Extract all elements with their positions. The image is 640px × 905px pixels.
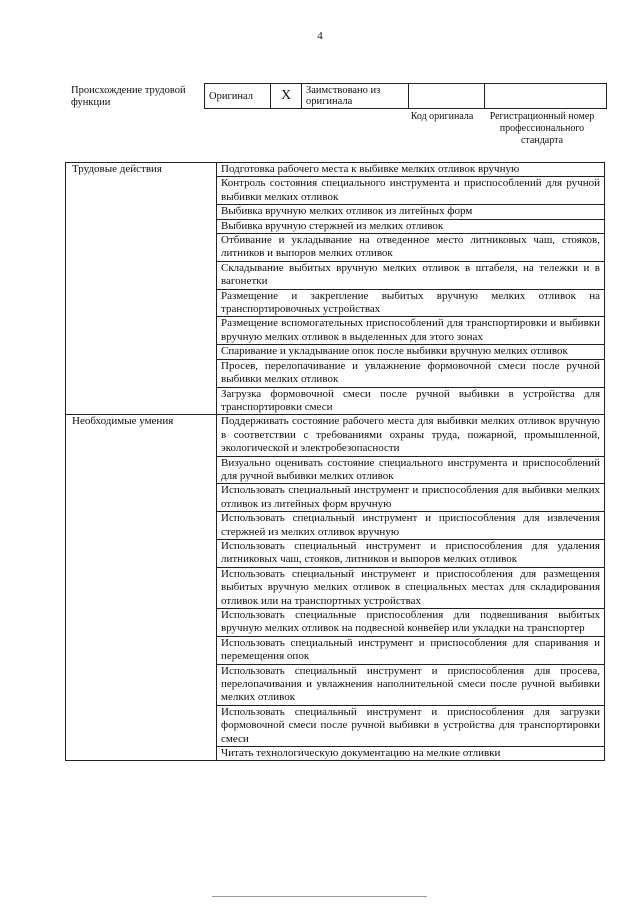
- section-item: Использовать специальный инструмент и приспособления для спаривания и перемещения опок: [217, 636, 605, 664]
- section-item: Размещение вспомогательных приспособлений для транспортировки и выбивки вручную мелких отливок в выделенных для этого зонах: [217, 317, 605, 345]
- section-item: Выбивка вручную мелких отливок из литейных форм: [217, 205, 605, 219]
- functions-table: [65, 162, 605, 761]
- section-item: Использовать специальный инструмент и приспособления для размещения выбитых вручную мелких отливок в специальных местах для складирования отливок или на транспортных устройствах: [217, 567, 605, 608]
- section-item: Складывание выбитых вручную мелких отливок в штабеля, на тележки и в вагонетки: [217, 261, 605, 289]
- section-item: Визуально оценивать состояние специального инструмента и приспособлений для ручной выбивки мелких отливок: [217, 456, 605, 484]
- section-item: Контроль состояния специального инструмента и приспособлений для ручной выбивки мелких отливок: [217, 177, 605, 205]
- borrowed-label: Заимствовано из оригинала: [302, 84, 409, 109]
- table-row: [66, 163, 605, 177]
- section-item: Загрузка формовочной смеси после ручной выбивки в устройства для транспортировки смеси: [217, 387, 605, 415]
- original-label: Оригинал: [205, 84, 271, 109]
- section-item: Просев, перелопачивание и увлажнение формовочной смеси после ручной выбивки мелких отливок: [217, 359, 605, 387]
- section-item: Спаривание и укладывание опок после выбивки вручную мелких отливок: [217, 345, 605, 359]
- original-mark: X: [271, 84, 302, 109]
- section-item: Читать технологическую документацию на мелкие отливки: [217, 747, 605, 761]
- table-row: [66, 415, 605, 456]
- section-title: Необходимые умения: [66, 415, 217, 761]
- section-item: Использовать специальный инструмент и приспособления для загрузки формовочной смеси после ручной выбивки в устройства для транспортировки смеси: [217, 705, 605, 746]
- section-title: Трудовые действия: [66, 163, 217, 415]
- section-item: Выбивка вручную стержней из мелких отливок: [217, 219, 605, 233]
- section-item: Использовать специальный инструмент и приспособления для удаления литниковых чаш, стояков, литников и выпоров мелких отливок: [217, 539, 605, 567]
- original-code-cell: [409, 84, 485, 109]
- section-item: Подготовка рабочего места к выбивке мелких отливок вручную: [217, 163, 605, 177]
- section-item: Использовать специальные приспособления для подвешивания выбитых вручную мелких отливок на подвесной конвейер или укладки на транспортер: [217, 609, 605, 637]
- origin-label: Происхождение трудовой функции: [71, 85, 186, 108]
- section-item: Поддерживать состояние рабочего места для выбивки мелких отливок вручную в соответствии с требованиями охраны труда, пожарной, промышленной, экологической и электробезопасности: [217, 415, 605, 456]
- section-item: Размещение и закрепление выбитых вручную мелких отливок на транспортировочных устройствах: [217, 289, 605, 317]
- footer-line: [212, 896, 427, 897]
- section-item: Отбивание и укладывание на отведенное место литниковых чаш, стояков, литников и выпоров мелких отливок: [217, 234, 605, 262]
- section-item: Использовать специальный инструмент и приспособления для извлечения стержней из мелких отливок вручную: [217, 512, 605, 540]
- origin-table: [204, 83, 607, 109]
- section-item: Использовать специальный инструмент и приспособления для выбивки мелких отливок из литейных форм вручную: [217, 484, 605, 512]
- registration-number-cell: [485, 84, 607, 109]
- page-number: 4: [317, 30, 323, 42]
- section-item: Использовать специальный инструмент и приспособления для просева, перелопачивания и увлажнения наполнительной смеси после ручной выбивки мелких отливок: [217, 664, 605, 705]
- code-caption: Код оригинала: [410, 111, 474, 122]
- registration-caption: Регистрационный номер профессионального стандарта: [489, 111, 595, 146]
